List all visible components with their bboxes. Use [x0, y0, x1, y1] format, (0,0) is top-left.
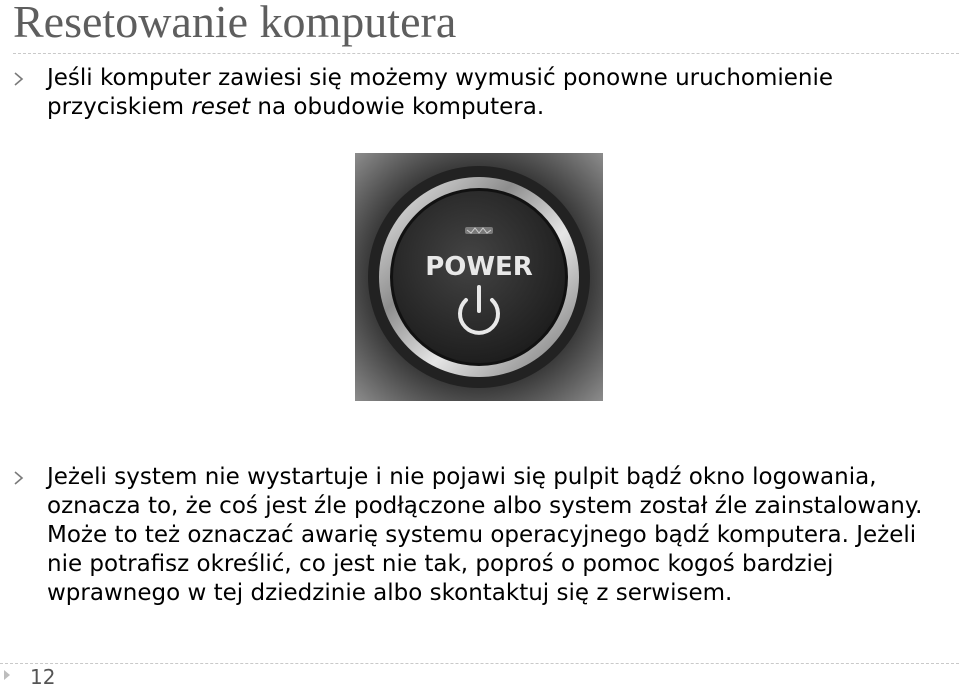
- title-divider: [13, 53, 959, 54]
- bullet-text-boot-failure: Jeżeli system nie wystartuje i nie pojawi się pulpit bądź okno logowania, oznacza to, że coś jest źle podłączone albo system został źle zainstalowany. Może to też oznaczać awarię systemu operacyjnego bądź komputera. Jeżeli nie potrafisz określić, co jest nie tak, poproś o pomoc kogoś bardziej wprawnego w tej dziedzinie albo skontaktuj się z serwisem.: [47, 464, 923, 606]
- power-button-photo: [355, 153, 603, 401]
- footer-arrow-icon: [3, 669, 11, 681]
- bullet-text-part: Jeśli komputer zawiesi się możemy wymusić ponowne uruchomienie przyciskiem: [47, 65, 834, 120]
- bullet-text-emphasis: reset: [191, 94, 251, 120]
- bullet-text-reset: [47, 64, 927, 122]
- page-number: 12: [30, 665, 56, 689]
- bullet-text-part: na obudowie komputera.: [250, 94, 545, 120]
- footer-divider: [0, 663, 959, 664]
- bullet-arrow-icon: [14, 471, 24, 485]
- power-label: POWER: [425, 252, 533, 282]
- bullet-arrow-icon: [14, 72, 24, 86]
- slide-title: Resetowanie komputera: [13, 0, 457, 47]
